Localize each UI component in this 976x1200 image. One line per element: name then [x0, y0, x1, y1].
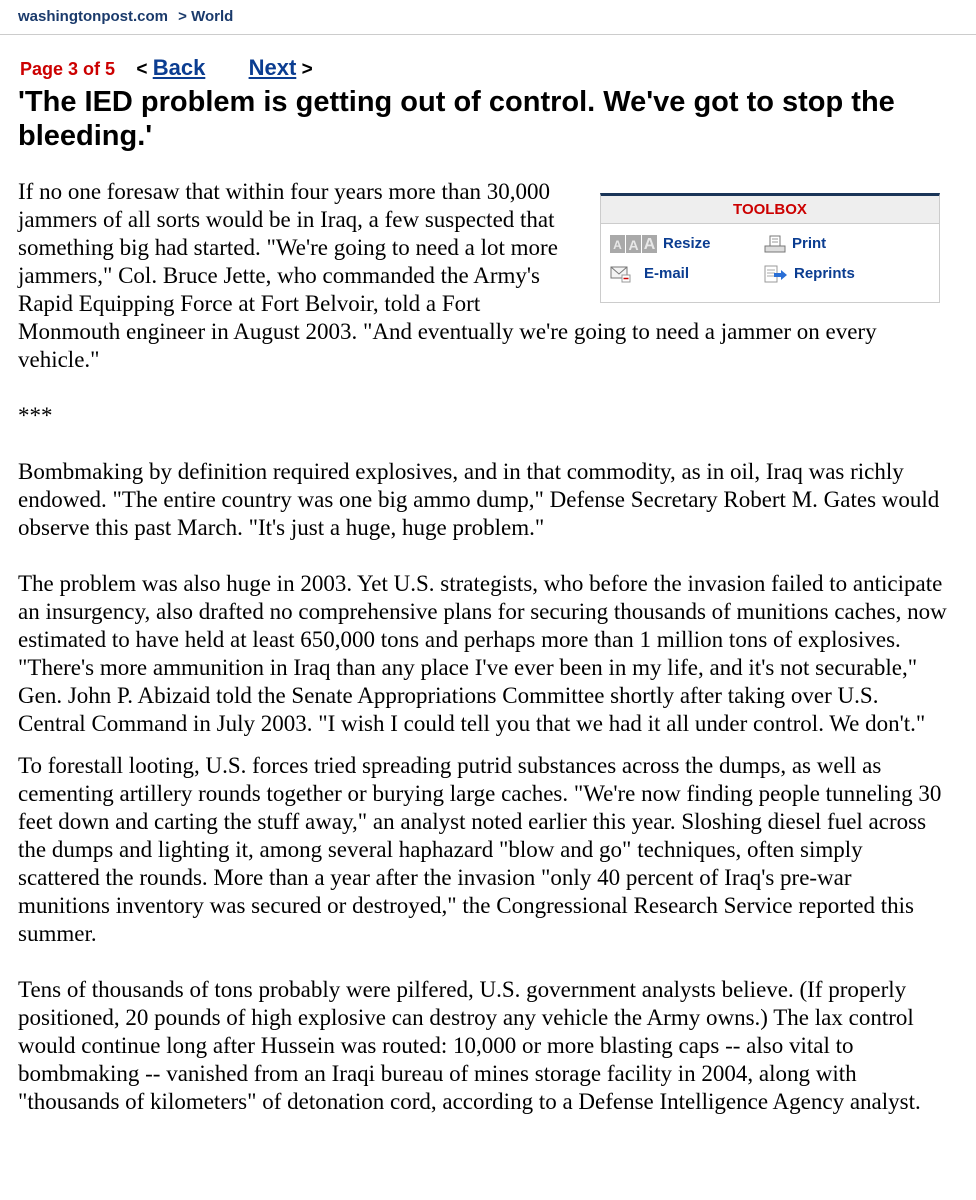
article-paragraph: Tens of thousands of tons probably were pilfered, U.S. government analysts believe. (If properly positioned, 20 pounds of high explosive can destroy any vehicle the Army owns.) The lax control would continue long after Hussein was routed: 10,000 or more blasting caps -- also vital to bombmaking -- vanished from an Iraqi bureau of mines storage facility in 2004, along with "thousands of kilometers" of detonation cord, according to a Defense Intelligence Agency analyst.	[18, 977, 921, 1114]
resize-label: Resize	[663, 235, 711, 252]
toolbox-title: TOOLBOX	[601, 196, 939, 224]
section-break: ***	[18, 403, 53, 428]
print-button[interactable]	[764, 234, 826, 254]
back-link[interactable]: Back	[152, 55, 206, 80]
article-paragraph: To forestall looting, U.S. forces tried spreading putrid substances across the dumps, as well as cementing artillery rounds together or burying large caches. "We're now finding people tunneling 30 feet down and carting the stuff away," an analyst noted earlier this year. Sloshing diesel fuel across the dumps and lighting it, among several haphazard "blow and go" techniques, often simply scattered the rounds. More than a year after the invasion "only 40 percent of Iraq's pre-war munitions inventory was secured or destroyed," the Congressional Research Service reported this summer.	[18, 753, 942, 946]
article-headline: 'The IED problem is getting out of control. We've got to stop the bleeding.'	[18, 86, 895, 152]
resize-button[interactable]	[610, 234, 711, 254]
print-label: Print	[792, 235, 827, 252]
page-indicator: Page 3 of 5	[20, 59, 116, 79]
reprints-icon	[764, 265, 788, 283]
breadcrumb	[18, 8, 233, 25]
article-paragraph: Bombmaking by definition required explosives, and in that commodity, as in oil, Iraq was richly endowed. "The entire country was one big ammo dump," Defense Secretary Robert M. Gates would observe this past March. "It's just a huge, huge problem."	[18, 459, 940, 540]
email-icon	[610, 265, 632, 283]
back-arrow: <	[136, 59, 148, 80]
article-paragraph: The problem was also huge in 2003. Yet U.S. strategists, who before the invasion failed to anticipate an insurgency, also drafted no comprehensive plans for securing thousands of munitions caches, now estimated to have held at least 650,000 tons and perhaps more than 1 million tons of explosives. "There's more ammunition in Iraq than any place I've ever been in my life, and it's not securable," Gen. John P. Abizaid told the Senate Appropriations Committee shortly after taking over U.S. Central Command in July 2003. "I wish I could tell you that we had it all under control. We don't."	[18, 571, 947, 736]
article-paragraph: If no one foresaw that within four years more than 30,000 jammers of all sorts would be in Iraq, a few suspected that something big had started. "We're going to need a lot more jammers," Col. Bruce Jette, who commanded the Army's Rapid Equipping Force at Fort Belvoir, told a Fort Monmouth engineer in August 2003. "And eventually we're going to need a jammer on every vehicle."	[18, 179, 877, 372]
pagination	[20, 55, 313, 81]
toolbox	[600, 193, 940, 303]
resize-text-icon: A A A	[610, 235, 657, 253]
breadcrumb-section-link[interactable]: World	[191, 8, 234, 25]
printer-icon	[764, 235, 786, 253]
reprints-button[interactable]	[764, 264, 855, 284]
next-link[interactable]: Next	[248, 55, 297, 80]
email-button[interactable]	[610, 264, 689, 284]
email-label: E-mail	[644, 265, 690, 282]
reprints-label: Reprints	[794, 265, 855, 282]
next-arrow: >	[301, 59, 313, 80]
breadcrumb-separator: >	[178, 8, 187, 25]
breadcrumb-site-link[interactable]: washingtonpost.com	[18, 8, 168, 25]
article-body	[18, 178, 948, 1144]
site-header	[0, 0, 976, 35]
